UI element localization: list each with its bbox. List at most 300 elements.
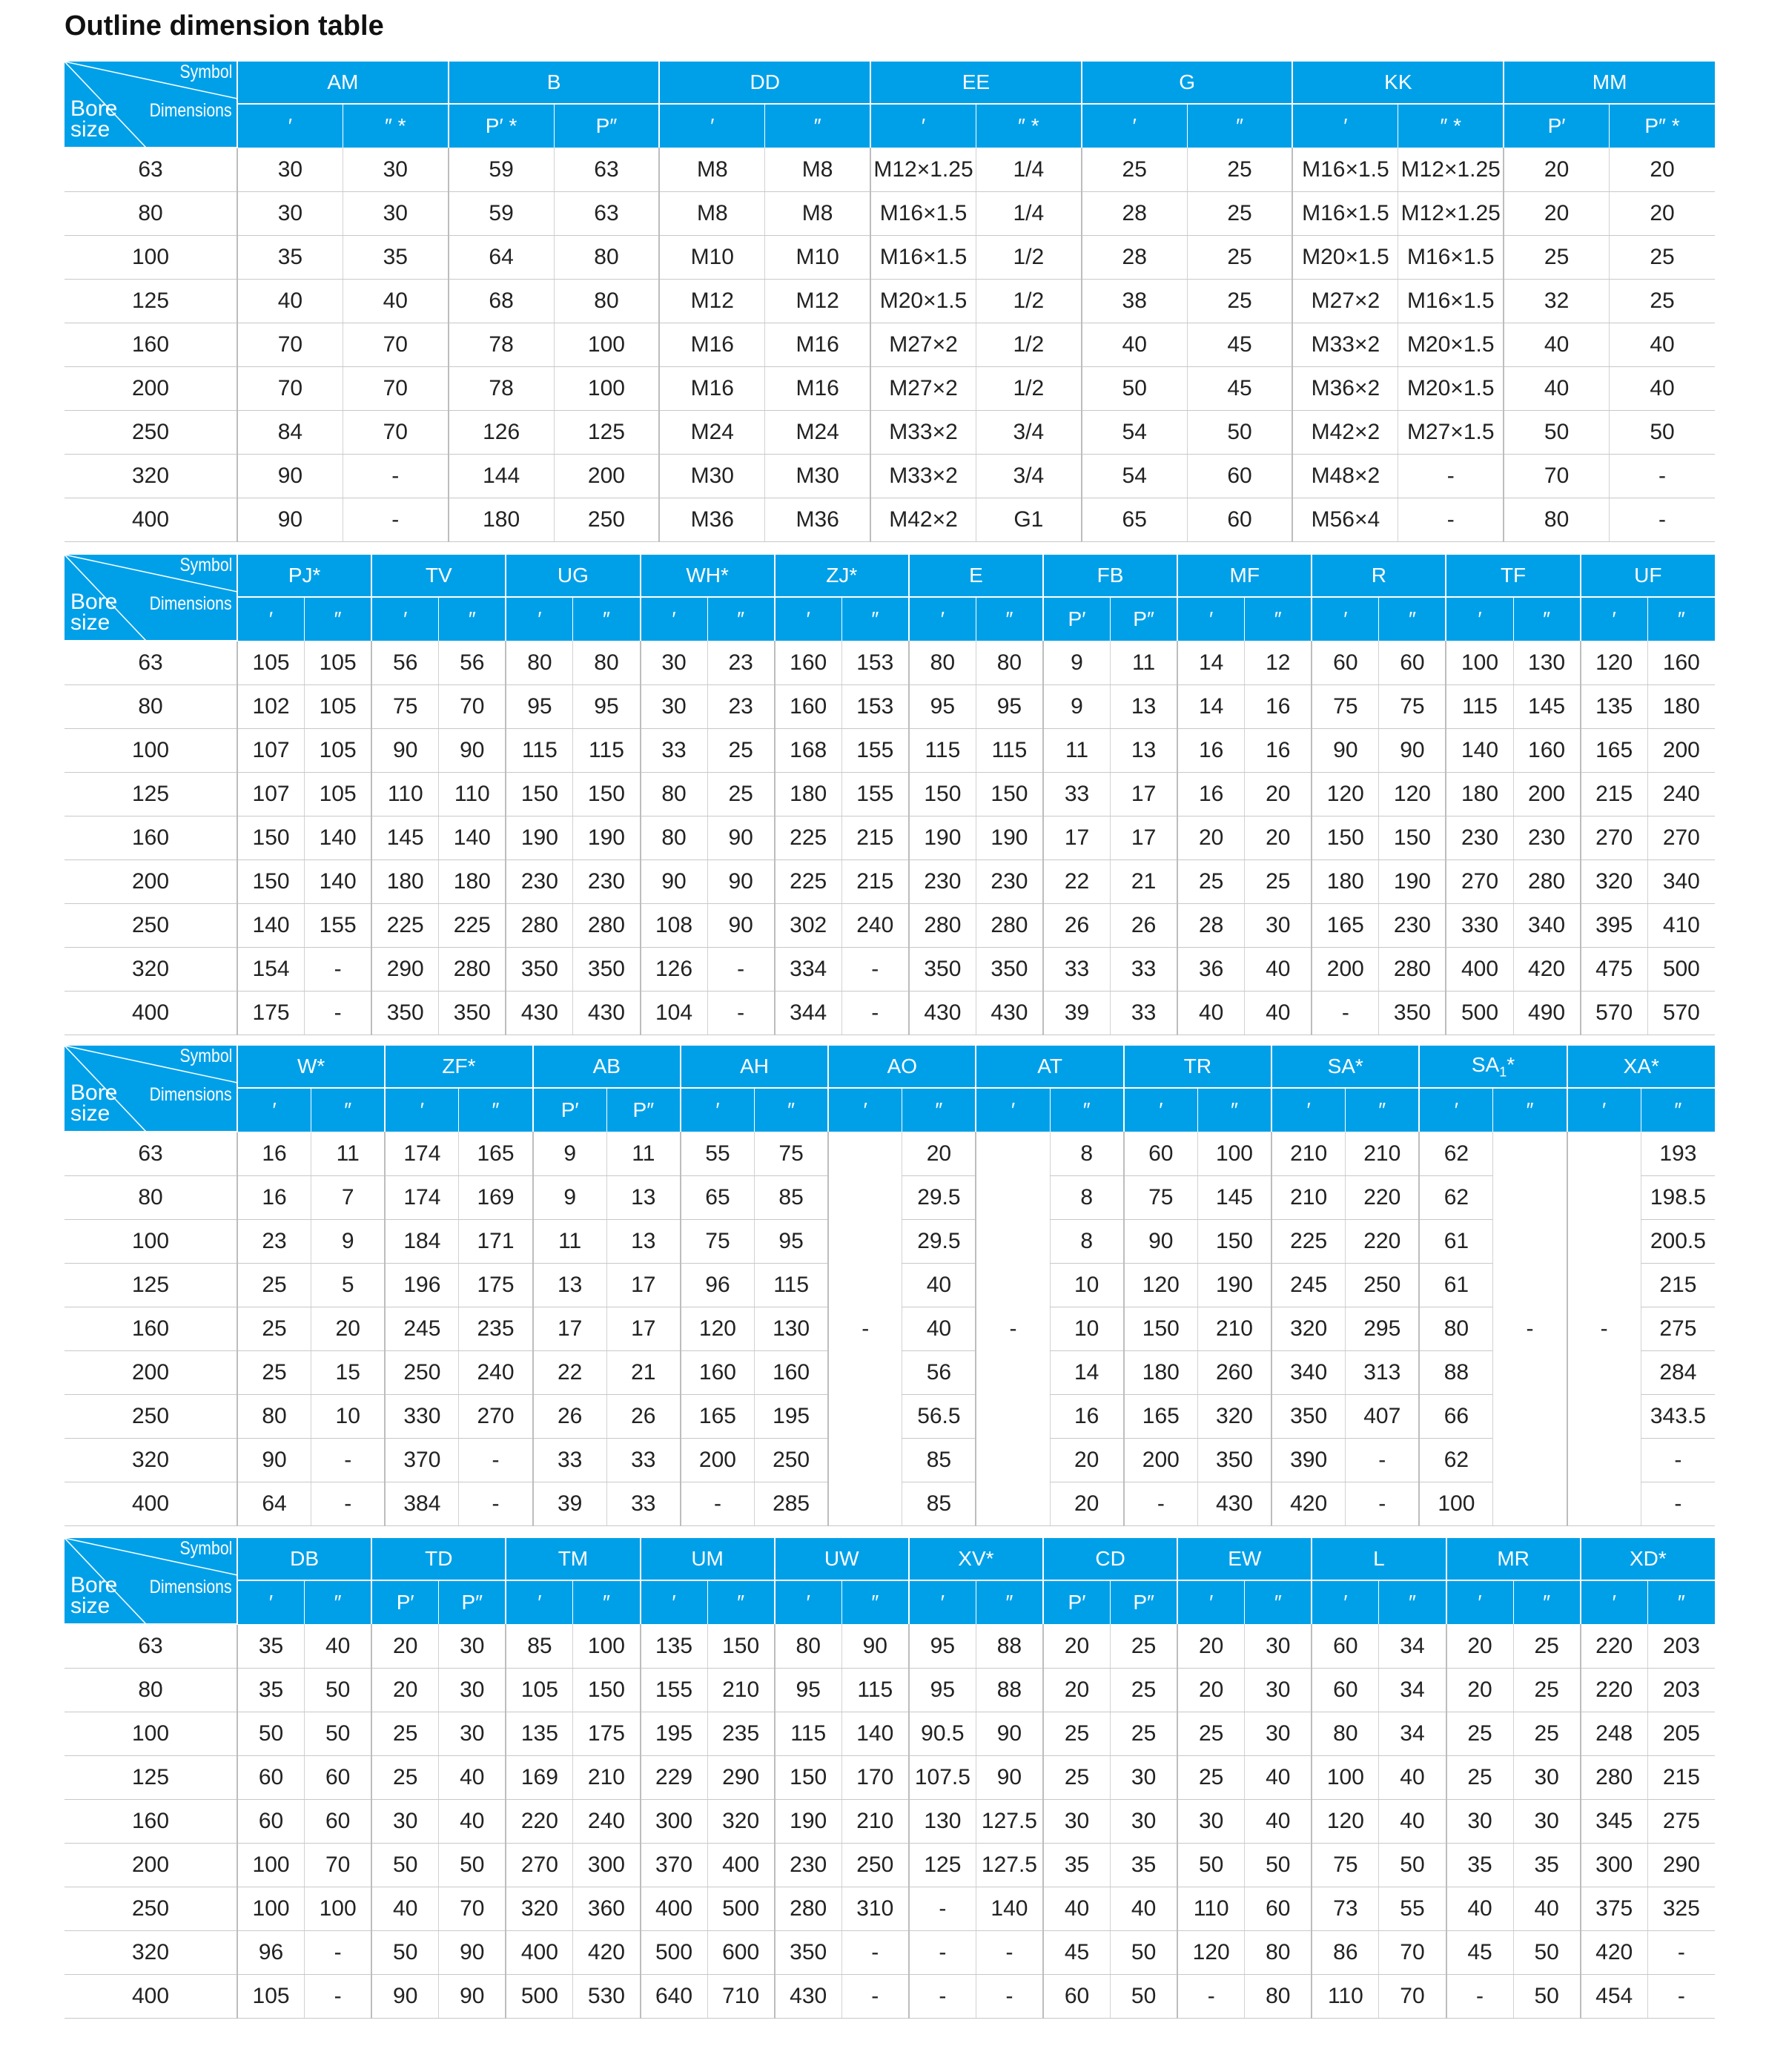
symbol-header-b xyxy=(449,62,660,104)
value-cell: 25 xyxy=(1513,1712,1581,1756)
symbol-header-pj xyxy=(237,555,371,597)
value-cell: 500 xyxy=(506,1975,573,2019)
dimension-table xyxy=(65,62,1715,542)
value-cell: 420 xyxy=(1513,948,1581,992)
symbol-name: DD xyxy=(750,70,780,93)
value-cell: 40 xyxy=(1504,367,1609,411)
value-cell: 100 xyxy=(554,323,659,367)
value-cell: 70 xyxy=(343,411,448,455)
value-cell: 30 xyxy=(1245,1712,1312,1756)
symbol-header-tf xyxy=(1446,555,1580,597)
value-cell: 20 xyxy=(1177,1624,1245,1669)
value-cell: 50 xyxy=(1513,1975,1581,2019)
value-cell: 50 xyxy=(439,1844,506,1887)
value-cell: 30 xyxy=(439,1712,506,1756)
header-row-variants xyxy=(65,1580,1715,1624)
value-cell: 90 xyxy=(1312,729,1379,773)
value-cell: 140 xyxy=(1446,729,1513,773)
value-cell: 30 xyxy=(641,685,708,729)
value-cell: 350 xyxy=(1271,1395,1346,1439)
value-cell: 140 xyxy=(237,904,305,948)
value-cell: 160 xyxy=(1647,641,1715,685)
bore-size-cell: 320 xyxy=(65,948,237,992)
variant-header: ′ xyxy=(1419,1088,1493,1132)
value-cell: 350 xyxy=(573,948,641,992)
value-cell: 120 xyxy=(1177,1931,1245,1975)
bore-size-cell: 100 xyxy=(65,1712,237,1756)
symbol-header-xd xyxy=(1581,1538,1715,1580)
value-cell: 54 xyxy=(1082,455,1187,498)
variant-header: ″ xyxy=(1379,1580,1446,1624)
value-cell: 20 xyxy=(1050,1482,1124,1526)
value-cell: 40 xyxy=(1379,1800,1446,1844)
page-title: Outline dimension table xyxy=(65,10,384,42)
variant-header: ″ xyxy=(573,597,641,641)
value-cell: 40 xyxy=(371,1887,439,1931)
value-cell: 107 xyxy=(237,729,305,773)
value-cell: 180 xyxy=(371,860,439,904)
value-cell: 88 xyxy=(1419,1351,1493,1395)
value-cell: 21 xyxy=(1111,860,1178,904)
bore-size-cell: 320 xyxy=(65,1931,237,1975)
variant-header: ′ xyxy=(641,1580,708,1624)
value-cell: 145 xyxy=(1513,685,1581,729)
variant-header: ″ xyxy=(1245,597,1312,641)
value-cell: 45 xyxy=(1187,323,1292,367)
value-cell: 28 xyxy=(1082,192,1187,236)
value-cell: 205 xyxy=(1647,1712,1715,1756)
value-cell: 250 xyxy=(755,1439,829,1482)
value-cell: M16×1.5 xyxy=(1292,148,1398,192)
value-cell: 570 xyxy=(1581,992,1648,1035)
value-cell: 25 xyxy=(1177,1756,1245,1800)
value-cell: 23 xyxy=(237,1220,311,1264)
corner-header xyxy=(65,1538,237,1624)
value-cell: M16×1.5 xyxy=(1292,192,1398,236)
value-cell: 80 xyxy=(1245,1975,1312,2019)
value-cell: 25 xyxy=(1513,1669,1581,1712)
variant-header: ″ xyxy=(1513,1580,1581,1624)
value-cell: 410 xyxy=(1647,904,1715,948)
value-cell: M20×1.5 xyxy=(1398,323,1504,367)
value-cell: 1/4 xyxy=(976,192,1081,236)
value-cell: 100 xyxy=(305,1887,372,1931)
value-cell: 80 xyxy=(1312,1712,1379,1756)
value-cell: 80 xyxy=(1419,1307,1493,1351)
variant-header: P′ xyxy=(1043,1580,1111,1624)
value-cell: 280 xyxy=(439,948,506,992)
value-cell: 59 xyxy=(449,192,554,236)
value-cell: M27×2 xyxy=(870,367,976,411)
value-cell: M42×2 xyxy=(1292,411,1398,455)
value-cell: 40 xyxy=(1177,992,1245,1035)
corner-bore-size-label: Bore size xyxy=(70,96,118,142)
bore-size-cell: 160 xyxy=(65,323,237,367)
symbol-name: ZF* xyxy=(442,1055,476,1078)
value-cell: 430 xyxy=(909,992,976,1035)
value-cell: 90 xyxy=(237,498,343,542)
value-cell: 230 xyxy=(909,860,976,904)
value-cell: 90 xyxy=(439,1975,506,2019)
variant-header: ″ xyxy=(1647,1580,1715,1624)
value-cell: 50 xyxy=(1245,1844,1312,1887)
variant-header: ″ xyxy=(902,1088,976,1132)
value-cell: 25 xyxy=(1610,280,1715,323)
value-cell: 22 xyxy=(533,1351,607,1395)
value-cell: 11 xyxy=(1043,729,1111,773)
value-cell: 135 xyxy=(1581,685,1648,729)
header-row-symbols xyxy=(65,1046,1715,1088)
value-cell: 203 xyxy=(1647,1624,1715,1669)
value-cell: 30 xyxy=(1111,1800,1178,1844)
value-cell: 140 xyxy=(305,860,372,904)
symbol-header-sa1 xyxy=(1419,1046,1567,1088)
value-cell: 60 xyxy=(1312,641,1379,685)
value-cell: 200 xyxy=(1513,773,1581,816)
value-cell: 34 xyxy=(1379,1712,1446,1756)
variant-header: ′ xyxy=(1292,104,1398,148)
value-cell: 95 xyxy=(573,685,641,729)
value-cell: 96 xyxy=(237,1931,305,1975)
value-cell: 20 xyxy=(1610,192,1715,236)
value-cell: 150 xyxy=(237,860,305,904)
value-cell: M24 xyxy=(659,411,764,455)
value-cell: 55 xyxy=(681,1132,755,1176)
value-cell: 22 xyxy=(1043,860,1111,904)
value-cell: 40 xyxy=(1245,992,1312,1035)
symbol-name: XD* xyxy=(1629,1547,1667,1570)
value-cell: 115 xyxy=(775,1712,842,1756)
value-cell: 100 xyxy=(1419,1482,1493,1526)
value-cell: 54 xyxy=(1082,411,1187,455)
symbol-header-cd xyxy=(1043,1538,1177,1580)
value-cell: 30 xyxy=(1446,1800,1514,1844)
variant-header: P′ xyxy=(1043,597,1111,641)
value-cell: 154 xyxy=(237,948,305,992)
value-cell: 25 xyxy=(1187,192,1292,236)
value-cell: 300 xyxy=(573,1844,641,1887)
symbol-subscript: 1 xyxy=(1499,1064,1507,1080)
value-cell: 11 xyxy=(1111,641,1178,685)
value-cell: 26 xyxy=(606,1395,681,1439)
value-cell: 25 xyxy=(1245,860,1312,904)
value-cell: 80 xyxy=(573,641,641,685)
variant-header: P′ xyxy=(533,1088,607,1132)
value-cell: 104 xyxy=(641,992,708,1035)
value-cell: M36×2 xyxy=(1292,367,1398,411)
value-cell: 115 xyxy=(841,1669,909,1712)
value-cell: 160 xyxy=(775,641,842,685)
value-cell: 198.5 xyxy=(1641,1176,1715,1220)
value-cell: 190 xyxy=(1197,1264,1271,1307)
value-cell: 169 xyxy=(506,1756,573,1800)
value-cell: 350 xyxy=(1379,992,1446,1035)
symbol-name: FB xyxy=(1097,564,1124,587)
value-cell: 290 xyxy=(1647,1844,1715,1887)
value-cell: 107 xyxy=(237,773,305,816)
value-cell: 78 xyxy=(449,323,554,367)
value-cell: 20 xyxy=(1245,816,1312,860)
variant-header: ′ xyxy=(1581,1580,1648,1624)
value-cell: M20×1.5 xyxy=(1292,236,1398,280)
symbol-header-xv xyxy=(909,1538,1043,1580)
value-cell: 107.5 xyxy=(909,1756,976,1800)
value-cell: 230 xyxy=(506,860,573,904)
variant-header: P″ xyxy=(606,1088,681,1132)
value-cell: 280 xyxy=(1513,860,1581,904)
value-cell: 105 xyxy=(305,641,372,685)
value-cell: 100 xyxy=(554,367,659,411)
value-cell: 270 xyxy=(1446,860,1513,904)
value-cell: 23 xyxy=(707,685,775,729)
value-cell: - xyxy=(841,992,909,1035)
value-cell: 35 xyxy=(1446,1844,1514,1887)
variant-header: ′ xyxy=(1312,1580,1379,1624)
value-cell: 40 xyxy=(1245,948,1312,992)
value-cell: 710 xyxy=(707,1975,775,2019)
value-cell: 127.5 xyxy=(976,1800,1043,1844)
value-cell: 90 xyxy=(237,455,343,498)
variant-header: ′ xyxy=(909,1580,976,1624)
symbol-name: R xyxy=(1371,564,1386,587)
value-cell: 220 xyxy=(1581,1669,1648,1712)
symbol-name: EE xyxy=(962,70,991,93)
variant-header: ″ xyxy=(1197,1088,1271,1132)
value-cell: 350 xyxy=(976,948,1043,992)
value-cell: 9 xyxy=(311,1220,386,1264)
value-cell: 102 xyxy=(237,685,305,729)
value-cell: 25 xyxy=(1610,236,1715,280)
value-cell: 313 xyxy=(1346,1351,1420,1395)
bore-size-cell: 80 xyxy=(65,1669,237,1712)
variant-header: ″ xyxy=(755,1088,829,1132)
variant-header: ′ xyxy=(659,104,764,148)
value-cell: M27×2 xyxy=(1292,280,1398,323)
value-cell: 30 xyxy=(1043,1800,1111,1844)
bore-size-cell: 250 xyxy=(65,1395,237,1439)
value-cell: 16 xyxy=(1177,729,1245,773)
value-cell: 240 xyxy=(459,1351,533,1395)
value-cell: 215 xyxy=(841,860,909,904)
value-cell: 430 xyxy=(506,992,573,1035)
symbol-header-at xyxy=(976,1046,1123,1088)
header-row-symbols xyxy=(65,62,1715,104)
value-cell: M30 xyxy=(765,455,870,498)
value-cell: 50 xyxy=(371,1844,439,1887)
value-cell: 100 xyxy=(237,1887,305,1931)
value-cell: 300 xyxy=(641,1800,708,1844)
value-cell: - xyxy=(1346,1439,1420,1482)
value-cell: 25 xyxy=(1504,236,1609,280)
symbol-name: EW xyxy=(1228,1547,1262,1570)
value-cell: 340 xyxy=(1647,860,1715,904)
value-cell: 70 xyxy=(237,367,343,411)
value-cell: 14 xyxy=(1050,1351,1124,1395)
value-cell: 165 xyxy=(1312,904,1379,948)
value-cell: - xyxy=(1647,1975,1715,2019)
value-cell: 275 xyxy=(1647,1800,1715,1844)
value-cell: 420 xyxy=(1581,1931,1648,1975)
value-cell: 90 xyxy=(976,1712,1043,1756)
value-cell: 210 xyxy=(707,1669,775,1712)
variant-header: ″ xyxy=(459,1088,533,1132)
symbol-header-g xyxy=(1082,62,1293,104)
value-cell: 430 xyxy=(775,1975,842,2019)
value-cell: 203 xyxy=(1647,1669,1715,1712)
value-cell: 155 xyxy=(305,904,372,948)
value-cell: 9 xyxy=(1043,641,1111,685)
bore-size-cell: 400 xyxy=(65,1975,237,2019)
value-cell: 70 xyxy=(343,367,448,411)
value-cell: 343.5 xyxy=(1641,1395,1715,1439)
bore-size-cell: 100 xyxy=(65,729,237,773)
value-cell: M12 xyxy=(659,280,764,323)
value-cell: 20 xyxy=(371,1669,439,1712)
value-cell: 28 xyxy=(1177,904,1245,948)
symbol-name: MR xyxy=(1497,1547,1529,1570)
table-row xyxy=(65,948,1715,992)
variant-header: ′ xyxy=(828,1088,902,1132)
value-cell: M12×1.25 xyxy=(870,148,976,192)
value-cell: 120 xyxy=(1379,773,1446,816)
value-cell: M16 xyxy=(765,367,870,411)
value-cell: 60 xyxy=(1187,498,1292,542)
value-cell: 20 xyxy=(1504,192,1609,236)
value-cell: 280 xyxy=(909,904,976,948)
value-cell: 80 xyxy=(976,641,1043,685)
value-cell: - xyxy=(1398,455,1504,498)
symbol-header-w xyxy=(237,1046,385,1088)
value-cell: 150 xyxy=(775,1756,842,1800)
value-cell: 40 xyxy=(1379,1756,1446,1800)
value-cell: 105 xyxy=(237,1975,305,2019)
value-cell: - xyxy=(909,1931,976,1975)
value-cell: 40 xyxy=(237,280,343,323)
corner-bore-size-label: Bore size xyxy=(70,590,118,635)
table-row xyxy=(65,192,1715,236)
value-cell: M20×1.5 xyxy=(870,280,976,323)
value-cell: 165 xyxy=(681,1395,755,1439)
value-cell: 40 xyxy=(1082,323,1187,367)
bore-size-cell: 160 xyxy=(65,1800,237,1844)
variant-header: ″ xyxy=(765,104,870,148)
table-row xyxy=(65,1931,1715,1975)
value-cell: 70 xyxy=(1379,1931,1446,1975)
value-cell: 25 xyxy=(371,1756,439,1800)
header-row-variants xyxy=(65,1088,1715,1132)
value-cell: 175 xyxy=(459,1264,533,1307)
bore-size-cell: 200 xyxy=(65,860,237,904)
value-cell: 120 xyxy=(1581,641,1648,685)
value-cell: - xyxy=(707,992,775,1035)
variant-header: ′ xyxy=(237,1088,311,1132)
value-cell: 190 xyxy=(506,816,573,860)
value-cell: 115 xyxy=(573,729,641,773)
value-cell: 215 xyxy=(1581,773,1648,816)
symbol-header-sa xyxy=(1271,1046,1419,1088)
value-cell: 400 xyxy=(1446,948,1513,992)
variant-header: ″ xyxy=(1050,1088,1124,1132)
value-cell: 171 xyxy=(459,1220,533,1264)
value-cell: 250 xyxy=(1346,1264,1420,1307)
value-cell: 120 xyxy=(1312,1800,1379,1844)
value-cell: - xyxy=(1446,1975,1514,2019)
value-cell: 1/2 xyxy=(976,323,1081,367)
value-cell: 17 xyxy=(533,1307,607,1351)
symbol-name: UW xyxy=(824,1547,859,1570)
value-cell: 230 xyxy=(976,860,1043,904)
value-cell: 150 xyxy=(506,773,573,816)
value-cell: - xyxy=(305,1975,372,2019)
value-cell: - xyxy=(1124,1482,1198,1526)
value-cell: 30 xyxy=(1245,1624,1312,1669)
value-cell: M33×2 xyxy=(870,411,976,455)
value-cell: 16 xyxy=(1177,773,1245,816)
value-cell: 320 xyxy=(506,1887,573,1931)
value-cell: 20 xyxy=(1177,816,1245,860)
bore-size-cell: 80 xyxy=(65,1176,237,1220)
value-cell: - xyxy=(976,1975,1043,2019)
value-cell: 125 xyxy=(554,411,659,455)
symbol-header-r xyxy=(1312,555,1446,597)
value-cell: 215 xyxy=(1647,1756,1715,1800)
value-cell: 80 xyxy=(554,236,659,280)
corner-header xyxy=(65,555,237,641)
value-cell: 30 xyxy=(237,192,343,236)
value-cell: 135 xyxy=(506,1712,573,1756)
value-cell: 500 xyxy=(1446,992,1513,1035)
value-cell: 350 xyxy=(775,1931,842,1975)
value-cell: 130 xyxy=(755,1307,829,1351)
value-cell: 280 xyxy=(573,904,641,948)
value-cell: 25 xyxy=(1187,236,1292,280)
value-cell: 25 xyxy=(1111,1712,1178,1756)
value-cell: 500 xyxy=(1647,948,1715,992)
value-cell: 200 xyxy=(1647,729,1715,773)
value-cell: 63 xyxy=(554,192,659,236)
value-cell: 75 xyxy=(1124,1176,1198,1220)
value-cell: 35 xyxy=(343,236,448,280)
value-cell: - xyxy=(305,948,372,992)
value-cell: 80 xyxy=(506,641,573,685)
value-cell: 25 xyxy=(707,773,775,816)
value-cell: 35 xyxy=(237,1669,305,1712)
bore-size-cell: 160 xyxy=(65,816,237,860)
symbol-header-dd xyxy=(659,62,870,104)
symbol-name: CD xyxy=(1095,1547,1125,1570)
value-cell: 50 xyxy=(1379,1844,1446,1887)
value-cell: 70 xyxy=(237,323,343,367)
value-cell: 200 xyxy=(1312,948,1379,992)
value-cell: - xyxy=(1610,455,1715,498)
value-cell: 50 xyxy=(305,1669,372,1712)
value-cell: 145 xyxy=(1197,1176,1271,1220)
bore-size-cell: 200 xyxy=(65,1844,237,1887)
symbol-name: WH* xyxy=(686,564,729,587)
value-cell: 230 xyxy=(573,860,641,904)
value-cell: 400 xyxy=(641,1887,708,1931)
value-cell: 33 xyxy=(606,1482,681,1526)
value-cell: M24 xyxy=(765,411,870,455)
variant-header: ′ xyxy=(1177,1580,1245,1624)
value-cell: 50 xyxy=(1610,411,1715,455)
variant-header: ′ xyxy=(1567,1088,1641,1132)
variant-header: ′ xyxy=(641,597,708,641)
value-cell: 110 xyxy=(371,773,439,816)
value-cell: 68 xyxy=(449,280,554,323)
value-cell: 200 xyxy=(1124,1439,1198,1482)
value-cell: 39 xyxy=(533,1482,607,1526)
